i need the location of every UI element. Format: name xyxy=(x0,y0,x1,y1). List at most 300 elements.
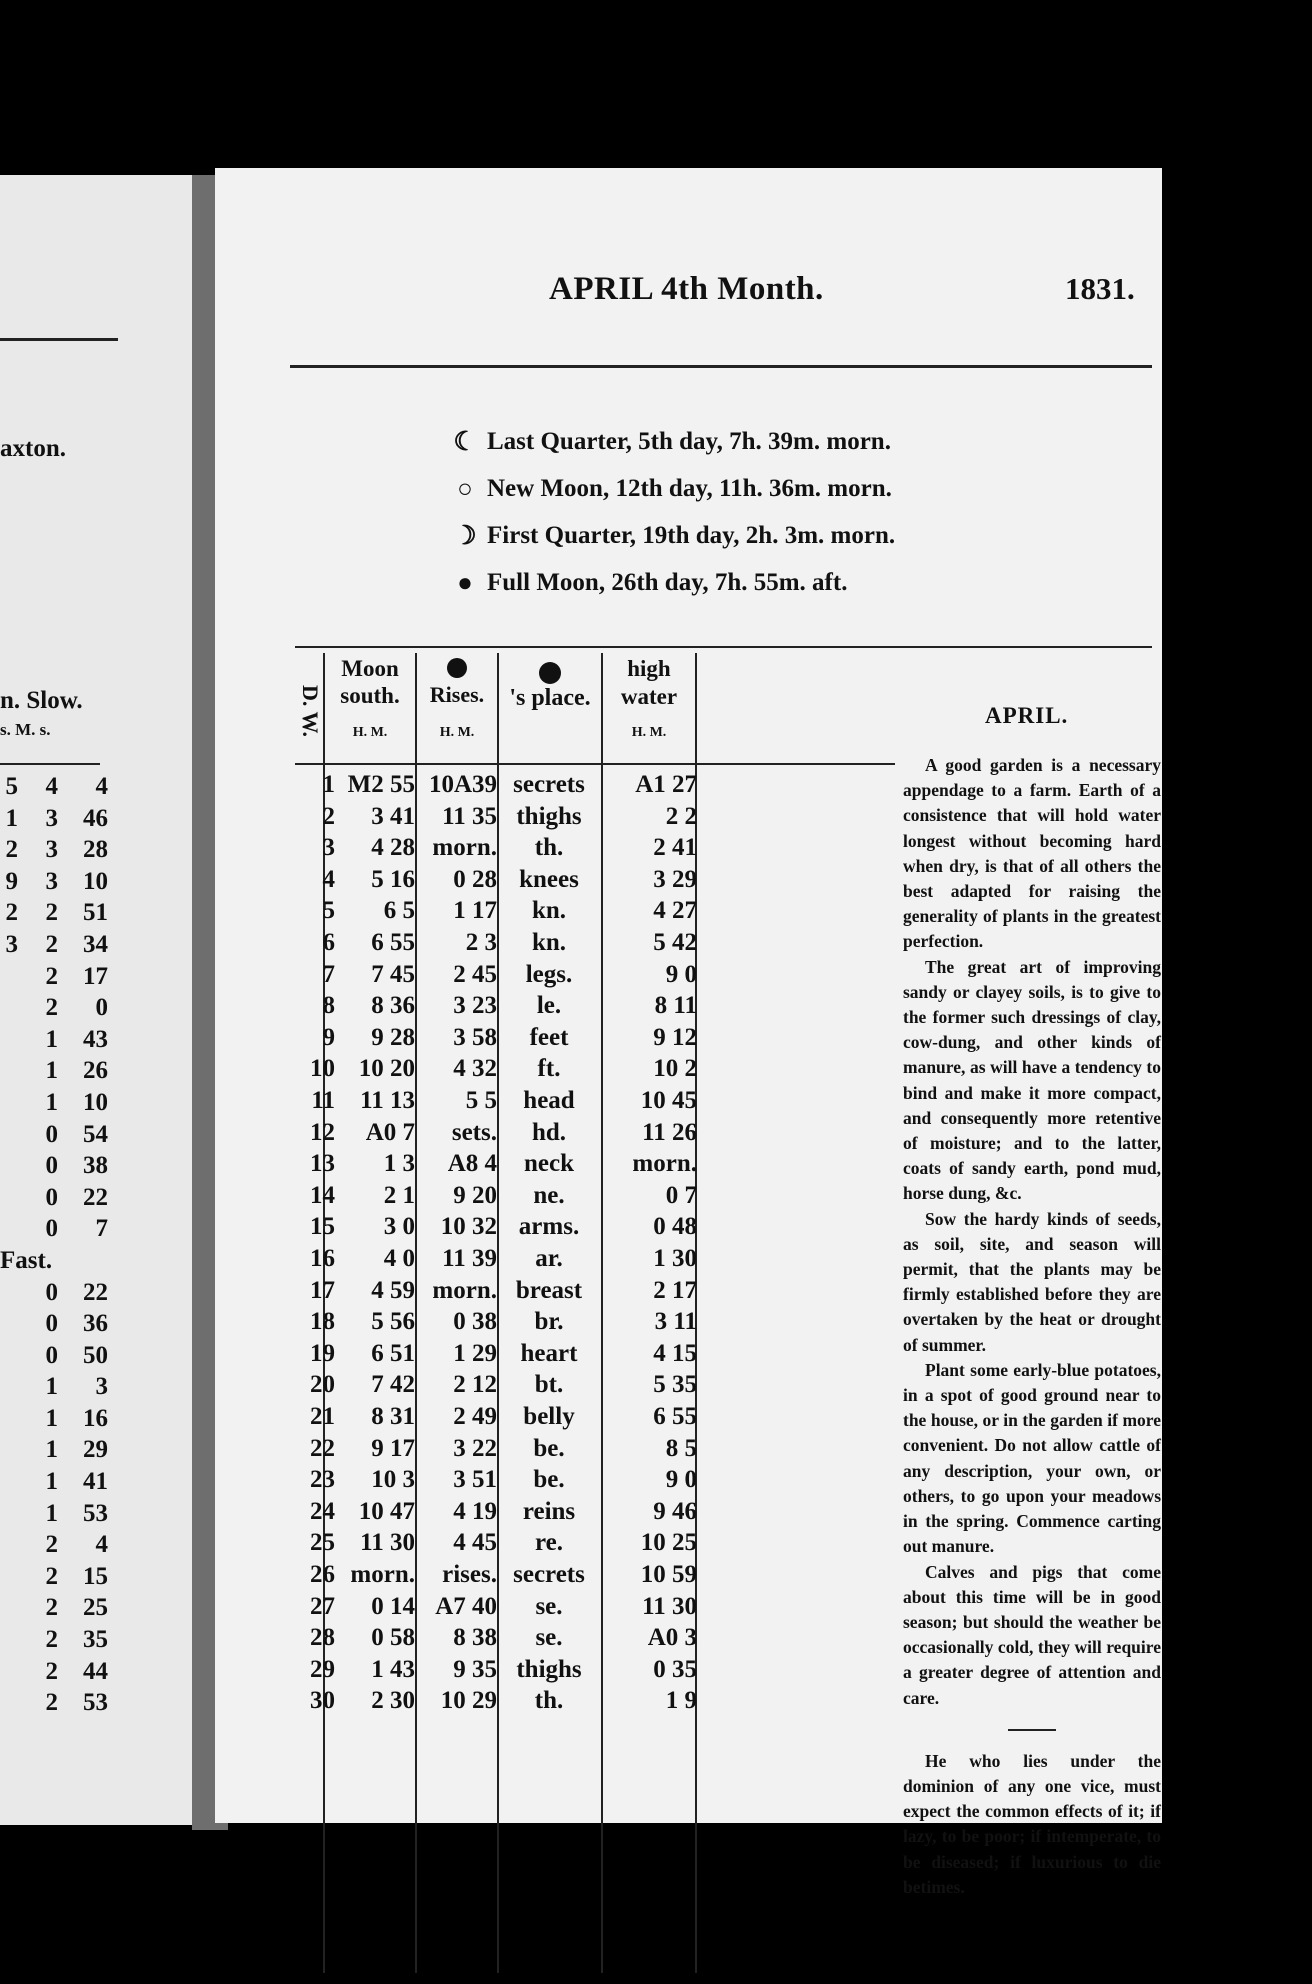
moon-south-time: 0 58 xyxy=(371,1624,415,1652)
left-page-cell: 44 xyxy=(83,1657,108,1685)
moon-south-time: 6 55 xyxy=(371,929,415,956)
left-page-cell: 54 xyxy=(83,1120,108,1148)
moon-rise-time: 1 17 xyxy=(453,897,497,925)
moon-rise-time: 0 38 xyxy=(453,1308,497,1336)
moon-rise-time: 2 12 xyxy=(453,1371,497,1399)
left-page-cell: 51 xyxy=(83,899,108,927)
article-paragraph: Plant some early-blue potatoes, in a spot of good ground near to the house, or in the garden if more convenient. Do not allow cattle of any description, your own, or others, to go upon your meadows in the spring. Commence carting out manure. xyxy=(903,1359,1161,1557)
table-row xyxy=(295,834,895,866)
table-row xyxy=(295,992,895,1024)
left-page-cell: 0 xyxy=(45,1215,58,1243)
left-page-cell: 15 xyxy=(83,1562,108,1590)
header-moon-south: Moon south. xyxy=(340,656,400,708)
moon-south-time: 3 0 xyxy=(383,1213,415,1241)
moon-south-time: 7 42 xyxy=(371,1371,415,1399)
left-page-cell xyxy=(0,1057,18,1089)
left-page-row xyxy=(0,1121,112,1153)
left-page-cell: 7 xyxy=(95,1215,108,1243)
moon-phase-text: Full Moon, 26th day, 7h. 55m. aft. xyxy=(487,568,848,596)
moon-south-time: 8 31 xyxy=(371,1403,415,1430)
moon-place: hd. xyxy=(531,1118,567,1146)
left-page-cell: 2 xyxy=(45,930,58,958)
first-quarter-icon: ☽ xyxy=(453,520,477,550)
moon-south-time: 4 28 xyxy=(371,834,415,862)
left-page-cell: 2 xyxy=(45,994,58,1022)
left-page-cell: 1 xyxy=(45,1088,58,1116)
moon-rise-time: morn. xyxy=(432,834,497,862)
moon-phase-text: First Quarter, 19th day, 2h. 3m. morn. xyxy=(487,521,896,549)
moon-place: ne. xyxy=(533,1181,565,1209)
moon-rise-time: 11 39 xyxy=(442,1245,497,1272)
left-page-cell: 53 xyxy=(83,1689,108,1717)
table-row xyxy=(295,1182,895,1214)
left-page-row xyxy=(0,805,112,837)
table-row xyxy=(295,1529,895,1561)
day-of-month: 11 xyxy=(311,1087,335,1114)
left-page-cell: 3 xyxy=(95,1373,108,1401)
article-paragraph: The great art of improving sandy or clayey soils, is to give to the former such dressings of clay, cow-dung, and other kinds of manure, as will have a tendency to bind and make it more compact, and consequently more retentive of moisture; and to the latter, coats of sandy earth, pond mud, horse dung, &c. xyxy=(903,956,1161,1204)
table-row xyxy=(295,1593,895,1625)
day-of-month: 23 xyxy=(310,1466,335,1494)
left-page-cell: 1 xyxy=(45,1404,58,1432)
table-row xyxy=(295,1024,895,1056)
moon-rise-time: sets. xyxy=(451,1118,497,1146)
article-paragraph: Calves and pigs that come about this time will be in good season; but should the weather be occasionally cold, they will require a greater degree of attention and care. xyxy=(903,1561,1161,1708)
high-water-time: 9 12 xyxy=(653,1023,697,1051)
moon-place: arms. xyxy=(518,1213,580,1241)
high-water-time: 8 11 xyxy=(654,992,697,1020)
moon-place: head xyxy=(523,1087,575,1114)
left-page-row xyxy=(0,1468,112,1500)
left-page-cell: 22 xyxy=(83,1278,108,1306)
left-page-cell: 2 xyxy=(45,1594,58,1622)
left-page-cell: 41 xyxy=(83,1468,108,1496)
left-page-cell: 4 xyxy=(95,773,108,800)
left-page-cell: 2 xyxy=(45,1531,58,1559)
day-of-month: 28 xyxy=(310,1624,335,1652)
title-rule xyxy=(290,365,1152,368)
moon-rise-time: 3 22 xyxy=(453,1434,497,1462)
moon-south-time: 5 56 xyxy=(371,1308,415,1336)
moon-phase-line xyxy=(447,512,895,559)
header-moon-south-units: H. M. xyxy=(352,725,388,740)
left-page-row xyxy=(0,1373,112,1405)
left-page-cell: 38 xyxy=(83,1152,108,1180)
moon-phase-text: Last Quarter, 5th day, 7h. 39m. morn. xyxy=(487,427,891,455)
moon-rise-time: morn. xyxy=(432,1276,497,1304)
left-page-cell: 0 xyxy=(45,1278,58,1306)
moon-phase-line xyxy=(447,465,895,512)
high-water-time: 10 2 xyxy=(653,1055,697,1083)
left-page-row xyxy=(0,1405,112,1437)
left-page-row xyxy=(0,1279,112,1311)
article-body xyxy=(903,753,1161,1900)
left-page-row xyxy=(0,1594,112,1626)
moon-south-time: 11 13 xyxy=(360,1087,415,1114)
article-maxim: He who lies under the dominion of any one vice, must expect the common effects of it; if lazy, to be poor; if intemperate, to be diseased; if luxurious to die betimes. xyxy=(903,1750,1161,1897)
left-page-row xyxy=(0,1152,112,1184)
left-page xyxy=(0,175,205,1825)
day-of-month: 19 xyxy=(310,1339,335,1367)
table-row xyxy=(295,1087,895,1119)
left-page-cell xyxy=(0,1152,18,1184)
moon-place: neck xyxy=(524,1150,574,1178)
day-of-month: 26 xyxy=(310,1561,335,1588)
moon-south-time: 2 1 xyxy=(383,1181,415,1209)
left-page-cell xyxy=(0,1342,18,1374)
header-high-water: high water xyxy=(620,656,678,709)
left-page-row xyxy=(0,868,112,900)
table-row xyxy=(295,1277,895,1309)
high-water-time: A0 3 xyxy=(647,1624,697,1652)
day-of-month: 1 xyxy=(322,771,335,798)
table-row xyxy=(295,866,895,898)
table-row xyxy=(295,1245,895,1277)
left-page-cell: 16 xyxy=(83,1404,108,1432)
left-page-row xyxy=(0,1247,112,1279)
high-water-time: 6 55 xyxy=(653,1403,697,1430)
moon-place: knees xyxy=(519,865,579,893)
table-row xyxy=(295,1656,895,1688)
left-page-cell xyxy=(0,1184,18,1216)
high-water-time: 2 41 xyxy=(653,834,697,862)
article-divider xyxy=(1008,1729,1056,1731)
left-page-cell xyxy=(0,1468,18,1500)
moon-place: reins xyxy=(522,1497,576,1525)
moon-rise-time: A8 4 xyxy=(447,1150,497,1178)
header-rises-units: H. M. xyxy=(439,725,475,740)
day-of-month: 5 xyxy=(322,897,335,925)
moon-rise-time: 10 32 xyxy=(440,1213,497,1241)
moon-rise-time: 10 29 xyxy=(440,1687,497,1715)
table-row xyxy=(295,1213,895,1245)
left-page-row xyxy=(0,899,112,931)
header-high-water-units: H. M. xyxy=(631,725,667,740)
high-water-time: 9 0 xyxy=(665,960,697,988)
day-of-month: 27 xyxy=(310,1592,335,1620)
moon-rise-time: 11 35 xyxy=(442,802,497,830)
left-page-cell xyxy=(0,963,18,995)
page-year: 1831. xyxy=(1065,271,1135,306)
moon-south-time: 9 17 xyxy=(371,1434,415,1462)
moon-south-time: 2 30 xyxy=(371,1687,415,1715)
high-water-time: 10 25 xyxy=(640,1529,697,1557)
table-row xyxy=(295,1561,895,1593)
table-row xyxy=(295,1403,895,1435)
moon-south-time: 8 36 xyxy=(371,992,415,1020)
left-page-cell: 1 xyxy=(5,804,18,832)
left-page-cell: 22 xyxy=(83,1183,108,1211)
moon-place: se. xyxy=(535,1592,563,1620)
moon-rise-time: 3 58 xyxy=(453,1023,497,1051)
left-page-cell: 17 xyxy=(83,962,108,990)
left-page-row xyxy=(0,1310,112,1342)
left-page-row xyxy=(0,1026,112,1058)
moon-south-time: M2 55 xyxy=(347,771,415,798)
left-page-rows xyxy=(0,773,112,1721)
day-of-month: 6 xyxy=(322,929,335,956)
moon-south-time: 7 45 xyxy=(371,960,415,988)
left-page-cell: 2 xyxy=(5,836,18,864)
left-page-cell: 0 xyxy=(45,1310,58,1338)
moon-place: feet xyxy=(529,1023,569,1051)
left-page-row xyxy=(0,931,112,963)
left-page-cell: 3 xyxy=(45,836,58,864)
table-row xyxy=(295,1340,895,1372)
moon-rise-time: 4 32 xyxy=(453,1055,497,1083)
moon-south-time: 3 41 xyxy=(371,802,415,830)
table-row xyxy=(295,771,895,803)
left-page-cell: 5 xyxy=(5,773,18,800)
left-page-cell: 1 xyxy=(45,1057,58,1085)
moon-phase-text: New Moon, 12th day, 11h. 36m. morn. xyxy=(487,474,892,502)
moon-place: th. xyxy=(534,1687,564,1715)
almanac-page xyxy=(215,168,1162,1897)
new-moon-icon: ○ xyxy=(457,473,473,503)
left-page-cell: 0 xyxy=(45,1341,58,1369)
left-page-cell: 34 xyxy=(83,930,108,958)
moon-south-time: 11 30 xyxy=(360,1529,415,1557)
left-page-cell xyxy=(0,1026,18,1058)
high-water-time: 9 46 xyxy=(653,1497,697,1525)
moon-place: kn. xyxy=(531,897,567,925)
left-page-cell: 4 xyxy=(95,1531,108,1559)
moon-south-time: 10 20 xyxy=(358,1055,415,1083)
high-water-time: 10 45 xyxy=(640,1087,697,1114)
high-water-time: 3 11 xyxy=(654,1308,697,1336)
left-page-cell: 2 xyxy=(5,899,18,927)
left-page-row xyxy=(0,1689,112,1721)
moon-rise-time: 4 45 xyxy=(453,1529,497,1557)
high-water-time: 1 9 xyxy=(665,1687,697,1715)
left-page-cell: 0 xyxy=(45,1120,58,1148)
left-page-row xyxy=(0,1184,112,1216)
day-of-month: 14 xyxy=(310,1181,335,1209)
left-page-cell: 2 xyxy=(45,962,58,990)
high-water-time: 2 17 xyxy=(653,1276,697,1304)
left-page-row xyxy=(0,1658,112,1690)
day-of-month: 2 xyxy=(322,802,335,830)
day-of-month: 3 xyxy=(322,834,335,862)
moon-rise-time: 2 3 xyxy=(465,929,497,956)
left-page-cell xyxy=(0,1658,18,1690)
left-page-fast-label: Fast. xyxy=(0,1246,53,1274)
left-page-cell: 2 xyxy=(45,1689,58,1717)
left-page-cell: 35 xyxy=(83,1626,108,1654)
day-of-month: 17 xyxy=(310,1276,335,1304)
day-of-month: 13 xyxy=(310,1150,335,1178)
moon-rise-time: 9 20 xyxy=(453,1181,497,1209)
left-page-cell xyxy=(0,1436,18,1468)
high-water-time: 3 29 xyxy=(653,865,697,893)
left-page-cell xyxy=(0,1594,18,1626)
table-row xyxy=(295,1119,895,1151)
high-water-time: 5 35 xyxy=(653,1371,697,1399)
high-water-time: 9 0 xyxy=(665,1466,697,1494)
left-page-cell: 36 xyxy=(83,1310,108,1338)
moon-south-time: 1 43 xyxy=(371,1655,415,1683)
left-page-cell: 0 xyxy=(45,1183,58,1211)
moon-south-time: 4 59 xyxy=(371,1276,415,1304)
high-water-time: 11 30 xyxy=(642,1592,697,1620)
article-paragraph: Sow the hardy kinds of seeds, as soil, site, and season will permit, that the plants may be firmly established before they are overtaken by the heat or drought of summer. xyxy=(903,1208,1161,1355)
moon-south-time: 1 3 xyxy=(383,1150,415,1178)
left-page-cell: 0 xyxy=(45,1152,58,1180)
left-page-header: n. Slow. xyxy=(0,687,83,714)
day-of-month: 25 xyxy=(310,1529,335,1557)
left-page-cell: 1 xyxy=(45,1499,58,1527)
day-of-month: 7 xyxy=(322,960,335,988)
day-of-month: 22 xyxy=(310,1434,335,1462)
moon-place: kn. xyxy=(531,929,567,956)
left-page-cell: 3 xyxy=(5,930,18,958)
day-of-month: 30 xyxy=(310,1687,335,1715)
high-water-time: 4 15 xyxy=(653,1339,697,1367)
left-page-cell: 0 xyxy=(95,994,108,1022)
almanac-table xyxy=(295,653,897,1978)
header-place-label: 's place. xyxy=(509,685,591,711)
left-page-subheader: s. M. s. xyxy=(0,720,51,739)
day-of-month: 10 xyxy=(310,1055,335,1083)
table-row xyxy=(295,1687,895,1719)
table-row xyxy=(295,1498,895,1530)
moon-rise-time: 8 38 xyxy=(453,1624,497,1652)
day-of-month: 4 xyxy=(322,865,335,893)
page-title: APRIL 4th Month. xyxy=(549,271,824,307)
moon-south-time: A0 7 xyxy=(365,1118,415,1146)
left-page-cell: 3 xyxy=(45,804,58,832)
moon-rise-time: 0 28 xyxy=(453,865,497,893)
table-row xyxy=(295,1435,895,1467)
left-page-cell: 1 xyxy=(45,1373,58,1401)
day-of-month: 29 xyxy=(310,1655,335,1683)
left-page-row xyxy=(0,1089,112,1121)
left-page-cell: 1 xyxy=(45,1025,58,1053)
header-rule xyxy=(295,763,895,765)
day-of-month: 15 xyxy=(310,1213,335,1241)
left-page-caxton: axton. xyxy=(0,435,66,462)
left-page-cell: 4 xyxy=(45,773,58,800)
left-page-cell xyxy=(0,1089,18,1121)
day-of-month: 16 xyxy=(310,1245,335,1272)
left-page-row xyxy=(0,1563,112,1595)
high-water-time: 5 42 xyxy=(653,929,697,956)
moon-place: secrets xyxy=(513,1561,585,1588)
moon-place: br. xyxy=(534,1308,564,1336)
moon-rise-time: 3 51 xyxy=(453,1466,497,1494)
full-moon-icon: ● xyxy=(457,567,473,597)
moon-place: re. xyxy=(535,1529,563,1557)
moon-place: legs. xyxy=(525,960,573,988)
moon-rise-time: 1 29 xyxy=(453,1339,497,1367)
day-of-month: 21 xyxy=(310,1403,335,1430)
left-page-cell: 25 xyxy=(83,1594,108,1622)
header-place xyxy=(499,661,601,712)
left-page-rule xyxy=(0,338,118,341)
left-page-cell xyxy=(0,1563,18,1595)
left-page-cell xyxy=(0,1626,18,1658)
left-page-row xyxy=(0,994,112,1026)
left-page-cell xyxy=(0,1373,18,1405)
moon-phases xyxy=(447,418,895,606)
left-page-row xyxy=(0,1500,112,1532)
left-page-cell xyxy=(0,1531,18,1563)
moon-rise-time: 4 19 xyxy=(453,1497,497,1525)
moon-place: se. xyxy=(535,1624,563,1652)
high-water-time: 0 7 xyxy=(665,1181,697,1209)
left-page-row xyxy=(0,773,112,805)
left-page-cell: 10 xyxy=(83,1088,108,1116)
last-quarter-icon: ☾ xyxy=(453,426,477,456)
moon-glyph-icon xyxy=(538,661,562,685)
moon-place: secrets xyxy=(513,771,585,798)
left-page-cell xyxy=(0,1310,18,1342)
header-rises xyxy=(417,657,497,708)
left-page-cell: 28 xyxy=(83,836,108,864)
left-page-row xyxy=(0,1626,112,1658)
left-page-cell xyxy=(0,994,18,1026)
table-row xyxy=(295,1308,895,1340)
moon-south-time: 9 28 xyxy=(371,1023,415,1051)
left-page-cell: 50 xyxy=(83,1341,108,1369)
moon-rise-time: 10A39 xyxy=(428,771,497,798)
moon-phase-line xyxy=(447,418,895,465)
moon-rise-time: 2 45 xyxy=(453,960,497,988)
moon-south-time: 0 14 xyxy=(371,1592,415,1620)
moon-rise-time: 5 5 xyxy=(465,1087,497,1114)
header-day: D. W. xyxy=(298,684,323,737)
high-water-time: 11 26 xyxy=(642,1118,697,1146)
table-row xyxy=(295,1055,895,1087)
moon-place: bt. xyxy=(534,1371,564,1399)
table-row xyxy=(295,961,895,993)
left-page-cell: 53 xyxy=(83,1499,108,1527)
left-page-cell: 3 xyxy=(45,867,58,895)
day-of-month: 20 xyxy=(310,1371,335,1399)
high-water-time: 2 2 xyxy=(665,802,697,830)
header-rises-label: Rises. xyxy=(429,682,485,707)
article-title: APRIL. xyxy=(985,703,1069,728)
left-page-cell: 1 xyxy=(45,1436,58,1464)
moon-glyph-icon xyxy=(446,657,468,679)
moon-place: th. xyxy=(534,834,564,862)
day-of-month: 12 xyxy=(310,1118,335,1146)
moon-place: breast xyxy=(515,1276,583,1304)
left-page-cell: 43 xyxy=(83,1025,108,1053)
moon-place: belly xyxy=(523,1403,575,1430)
left-page-row xyxy=(0,1436,112,1468)
left-page-header-rule xyxy=(0,763,100,765)
moon-south-time: morn. xyxy=(350,1561,415,1588)
moon-place: be. xyxy=(533,1466,565,1494)
left-page-row xyxy=(0,1342,112,1374)
moon-place: ar. xyxy=(535,1245,563,1272)
moon-south-time: 10 3 xyxy=(371,1466,415,1494)
table-row xyxy=(295,1624,895,1656)
moon-rise-time: 3 23 xyxy=(453,992,497,1020)
table-row xyxy=(295,929,895,961)
table-row xyxy=(295,803,895,835)
left-page-row xyxy=(0,1215,112,1247)
left-page-row xyxy=(0,1531,112,1563)
day-of-month: 9 xyxy=(322,1023,335,1051)
moon-rise-time: 2 49 xyxy=(453,1403,497,1430)
left-page-row xyxy=(0,836,112,868)
left-page-cell: 46 xyxy=(83,804,108,832)
table-row xyxy=(295,1371,895,1403)
moon-rise-time: 9 35 xyxy=(453,1655,497,1683)
moon-place: thighs xyxy=(516,802,582,830)
